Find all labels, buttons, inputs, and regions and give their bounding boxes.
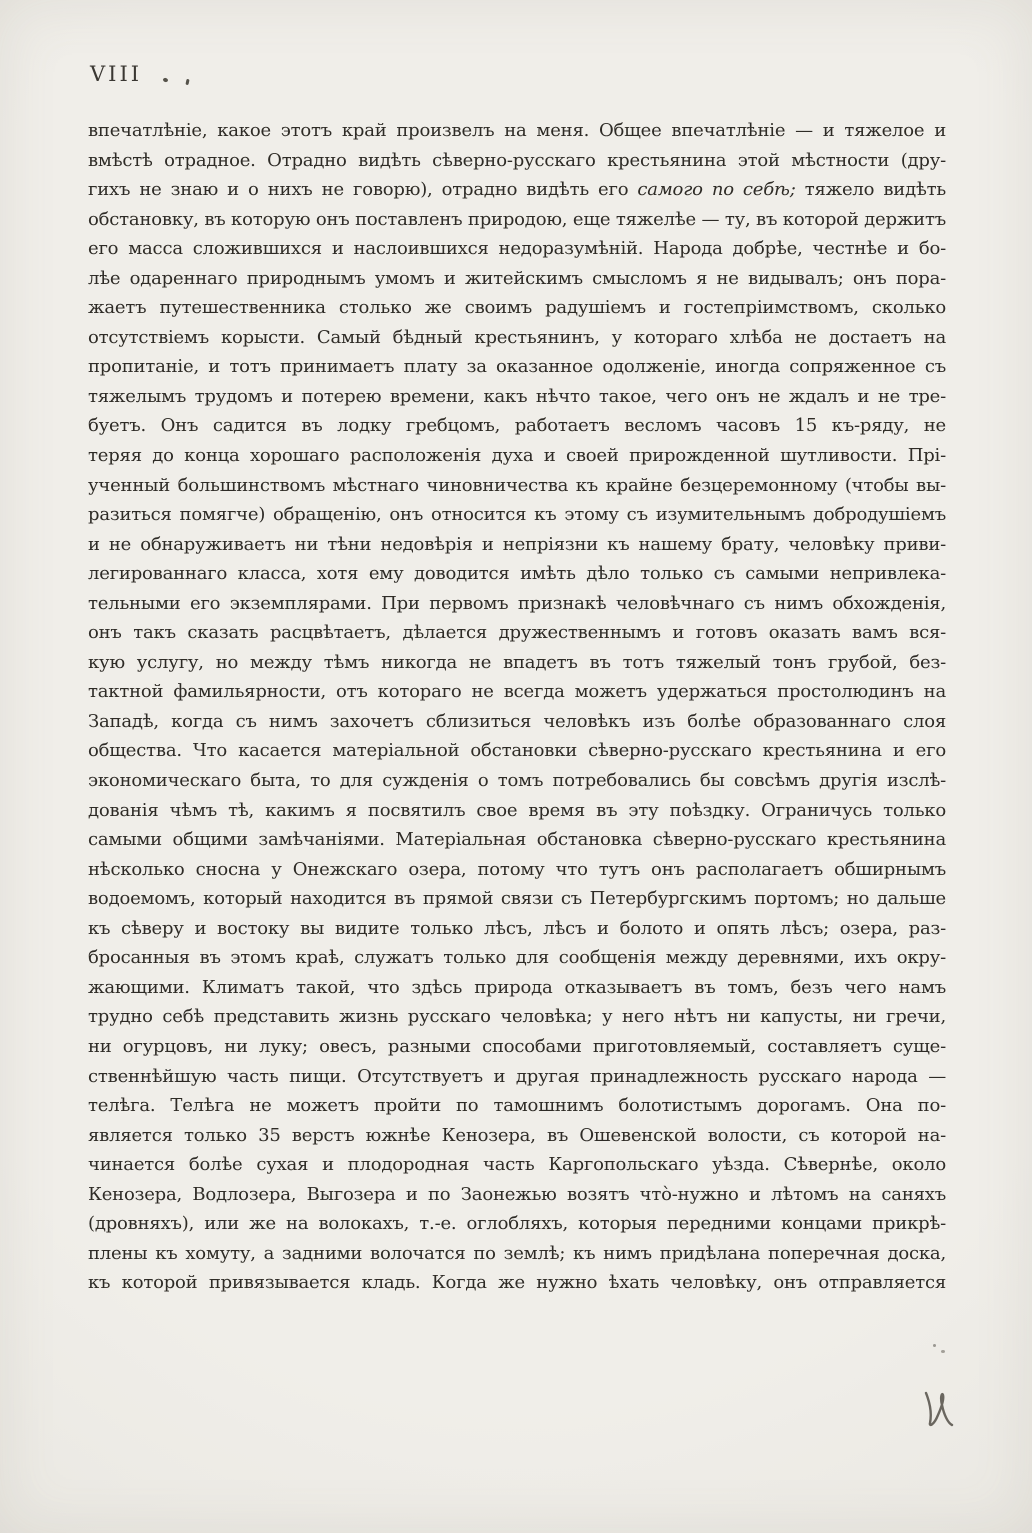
text-line: буетъ. Онъ садится въ лодку гребцомъ, работаетъ весломъ часовъ 15 къ-ряду, не xyxy=(88,415,946,437)
text-line: тактной фамильярности, отъ котораго не всегда можетъ удержаться простолюдинъ на xyxy=(88,681,946,703)
text-line: кую услугу, но между тѣмъ никогда не впадетъ въ тотъ тяжелый тонъ грубой, без- xyxy=(88,651,946,673)
text-line: гихъ не знаю и о нихъ не говорю), отрадно видѣть его самого по себѣ; тяжело видѣть xyxy=(88,179,946,201)
text-line: его масса сложившихся и наслоившихся недоразумѣній. Народа добрѣе, честнѣе и бо- xyxy=(88,238,946,260)
text-line: экономическаго быта, то для сужденія о томъ потребовались бы совсѣмъ другія изслѣ- xyxy=(88,770,946,792)
text-line: обстановку, въ которую онъ поставленъ природою, еще тяжелѣе — ту, въ которой держитъ xyxy=(88,208,946,230)
text-line: телѣга. Телѣга не можетъ пройти по тамошнимъ болотистымъ дорогамъ. Она по- xyxy=(88,1095,946,1117)
text-line: жающими. Климатъ такой, что здѣсь природа отказываетъ въ томъ, безъ чего намъ xyxy=(88,976,946,998)
text-line: тельными его экземплярами. При первомъ признакѣ человѣчнаго съ нимъ обхожденія, xyxy=(88,592,946,614)
text-line: разиться помягче) обращенію, онъ относится къ этому съ изумительнымъ добродушіемъ xyxy=(88,504,946,526)
text-line: ни огурцовъ, ни луку; овесъ, разными способами приготовляемый, составляетъ суще- xyxy=(88,1035,946,1057)
text-line: бросанныя въ этомъ краѣ, служатъ только для сообщенія между деревнями, ихъ окру- xyxy=(88,947,946,969)
ink-speck xyxy=(162,77,168,82)
text-line: Кенозера, Водлозера, Выгозера и по Заонежью возятъ что̀-нужно и лѣтомъ на саняхъ xyxy=(88,1183,946,1205)
text-line: самыми общими замѣчаніями. Матеріальная обстановка сѣверно-русскаго крестьянина xyxy=(88,829,946,851)
text-line: (дровняхъ), или же на волокахъ, т.-е. оглобляхъ, которыя передними концами прикрѣ- xyxy=(88,1213,946,1235)
text-line: къ сѣверу и востоку вы видите только лѣсъ, лѣсъ и болото и опять лѣсъ; озера, раз- xyxy=(88,917,946,939)
text-line: лѣе одареннаго природнымъ умомъ и житейскимъ смысломъ я не видывалъ; онъ пора- xyxy=(88,267,946,289)
text-line: и не обнаруживаетъ ни тѣни недовѣрія и непріязни къ нашему брату, человѣку приви- xyxy=(88,533,946,555)
text-line: онъ такъ сказать расцвѣтаетъ, дѣлается дружественнымъ и готовъ оказать вамъ вся- xyxy=(88,622,946,644)
text-line: теряя до конца хорошаго расположенія духа и своей прирожденной шутливости. Прі- xyxy=(88,445,946,467)
text-line: водоемомъ, который находится въ прямой связи съ Петербургскимъ портомъ; но дальше xyxy=(88,888,946,910)
text-line: легированнаго класса, хотя ему доводится имѣть дѣло только съ самыми непривлека- xyxy=(88,563,946,585)
ink-speck xyxy=(185,79,189,85)
text-line: къ которой привязывается кладь. Когда же нужно ѣхать человѣку, онъ отправляется xyxy=(88,1272,946,1294)
text-line: отсутствіемъ корысти. Самый бѣдный крестьянинъ, у котораго хлѣба не достаетъ на xyxy=(88,326,946,348)
text-line: тяжелымъ трудомъ и потерею времени, какъ нѣчто такое, чего онъ не ждалъ и не тре- xyxy=(88,385,946,407)
ink-speck xyxy=(941,1350,945,1353)
text-line: пропитаніе, и тотъ принимаетъ плату за оказанное одолженіе, иногда сопряженное съ xyxy=(88,356,946,378)
pen-mark-artifact xyxy=(916,1385,958,1429)
text-line: нѣсколько сносна у Онежскаго озера, потому что тутъ онъ располагаетъ обширнымъ xyxy=(88,858,946,880)
text-line: дованія чѣмъ тѣ, какимъ я посвятилъ свое время въ эту поѣздку. Ограничусь только xyxy=(88,799,946,821)
text-line: общества. Что касается матеріальной обстановки сѣверно-русскаго крестьянина и его xyxy=(88,740,946,762)
text-line: Западѣ, когда съ нимъ захочетъ сблизиться человѣкъ изъ болѣе образованнаго слоя xyxy=(88,710,946,732)
text-line: ственнѣйшую часть пищи. Отсутствуетъ и другая принадлежность русскаго народа — xyxy=(88,1065,946,1087)
ink-speck xyxy=(933,1344,936,1347)
text-block xyxy=(88,116,946,1298)
text-line: плены къ хомуту, а задними волочатся по землѣ; къ нимъ придѣлана поперечная доска, xyxy=(88,1242,946,1264)
text-line: трудно себѣ представить жизнь русскаго человѣка; у него нѣтъ ни капусты, ни гречи, xyxy=(88,1006,946,1028)
page-number: VIII xyxy=(90,62,143,86)
text-line: жаетъ путешественника столько же своимъ радушіемъ и гостепріимствомъ, сколько xyxy=(88,297,946,319)
text-line: ученный большинствомъ мѣстнаго чиновничества къ крайне безцеремонному (чтобы вы- xyxy=(88,474,946,496)
text-line: чинается болѣе сухая и плодородная часть Каргопольскаго уѣзда. Сѣвернѣе, около xyxy=(88,1154,946,1176)
text-line: вмѣстѣ отрадное. Отрадно видѣть сѣверно-русскаго крестьянина этой мѣстности (дру- xyxy=(88,149,946,171)
text-line: является только 35 верстъ южнѣе Кенозера, въ Ошевенской волости, съ которой на- xyxy=(88,1124,946,1146)
text-line: впечатлѣніе, какое этотъ край произвелъ на меня. Общее впечатлѣніе — и тяжелое и xyxy=(88,120,946,141)
